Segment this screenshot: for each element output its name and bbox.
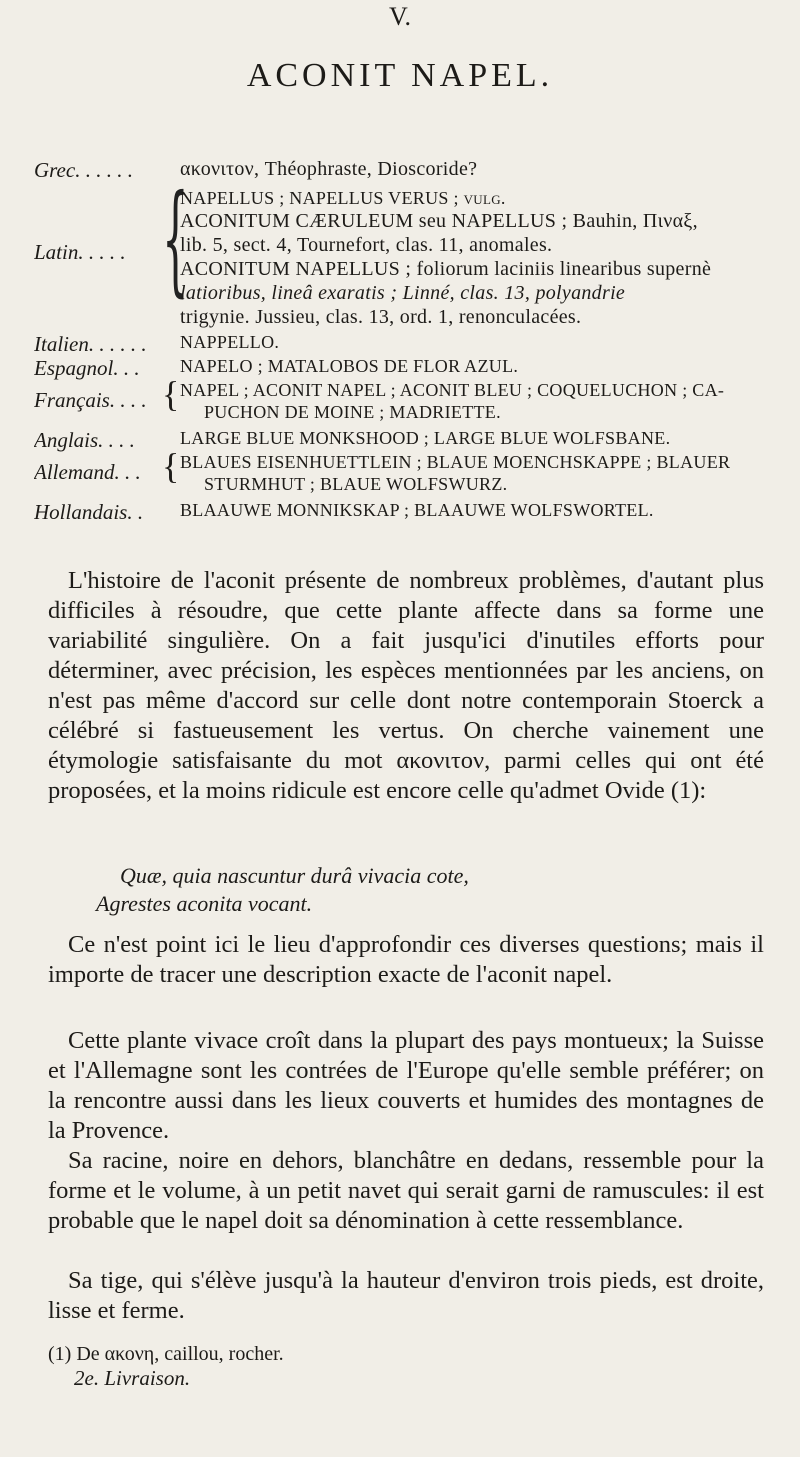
language-label: Italien. . . . . . [34, 332, 147, 356]
synonym-line: ACONITUM NAPELLUS ; foliorum laciniis linearibus supernè [180, 258, 712, 280]
synonym-line: BLAAUWE MONNIKSKAP ; BLAAUWE WOLFSWORTEL. [180, 500, 654, 520]
paragraph-description [48, 930, 764, 990]
language-label: Grec. . . . . . [34, 158, 133, 182]
paragraph-text: L'histoire de l'aconit présente de nombreux problèmes, d'autant plus difficiles à résoudre, que cette plante affecte dans sa forme une variabilité singulière. On a fait jusqu'ici d'inutiles efforts pour déterminer, avec précision, les espèces mentionnées par les anciens, on n'est pas même d'accord sur celle dont notre contemporain Stoerck a célébré si fastueusement les vertus. On cherche vainement une étymologie satisfaisante du mot ακονιτον, parmi celles qui ont été proposées, et la moins ridicule est encore celle qu'admet Ovide (1): [48, 567, 764, 804]
language-label: Hollandais. . [34, 500, 144, 524]
language-label: Anglais. . . . [34, 428, 135, 452]
signature-text: 2e. Livraison. [74, 1366, 191, 1390]
paragraph-text: Cette plante vivace croît dans la plupart des pays montueux; la Suisse et l'Allemagne sont les contrées de l'Europe qu'elle semble préférer; on la rencontre aussi dans les lieux couverts et humides des montagnes de la Provence. [48, 1027, 764, 1144]
paragraph-habitat [48, 1026, 764, 1146]
synonym-line: STURMHUT ; BLAUE WOLFSWURZ. [204, 474, 508, 494]
language-label: Latin. . . . . [34, 240, 126, 264]
synonym-line: latioribus, lineâ exaratis ; Linné, clas. 13, polyandrie [180, 282, 626, 304]
latin-brace: { [162, 170, 189, 309]
language-label: Allemand. . . [34, 460, 141, 484]
paragraph-stem [48, 1266, 764, 1326]
synonym-line: lib. 5, sect. 4, Tournefort, clas. 11, anomales. [180, 234, 553, 256]
brace: { [162, 446, 180, 486]
ovid-quote-line-1: Quæ, quia nascuntur durâ vivacia cote, [120, 863, 469, 888]
synonym-line: ακονιτον, Théophraste, Dioscoride? [180, 158, 478, 180]
synonym-line: NAPELLUS ; NAPELLUS VERUS ; vulg. [180, 188, 506, 208]
synonym-line: NAPELO ; MATALOBOS DE FLOR AZUL. [180, 356, 519, 376]
paragraph-text: Sa tige, qui s'élève jusqu'à la hauteur d'environ trois pieds, est droite, lisse et ferme. [48, 1267, 764, 1324]
brace: { [162, 374, 180, 414]
synonym-line: NAPPELLO. [180, 332, 280, 352]
page-folio: V. [389, 2, 411, 31]
footnote: (1) De ακονη, caillou, rocher. [48, 1343, 284, 1365]
language-label: Français. . . . [34, 388, 147, 412]
synonym-line: ACONITUM CÆRULEUM seu NAPELLUS ; Bauhin, Πιναξ, [180, 210, 698, 232]
synonym-line: PUCHON DE MOINE ; MADRIETTE. [204, 402, 501, 422]
synonym-line: BLAUES EISENHUETTLEIN ; BLAUE MOENCHSKAPPE ; BLAUER [180, 452, 731, 472]
paragraph-history [48, 566, 764, 806]
paragraph-root [48, 1146, 764, 1236]
signature-mark [74, 1366, 190, 1391]
page-title: ACONIT NAPEL. [246, 57, 554, 94]
synonym-line: NAPEL ; ACONIT NAPEL ; ACONIT BLEU ; COQUELUCHON ; CA- [180, 380, 725, 400]
synonym-line: trigynie. Jussieu, clas. 13, ord. 1, renonculacées. [180, 306, 582, 328]
synonym-line: LARGE BLUE MONKSHOOD ; LARGE BLUE WOLFSBANE. [180, 428, 671, 448]
ovid-quote-line-2: Agrestes aconita vocant. [96, 891, 313, 916]
paragraph-text: Ce n'est point ici le lieu d'approfondir ces diverses questions; mais il importe de tracer une description exacte de l'aconit napel. [48, 931, 764, 988]
paragraph-text: Sa racine, noire en dehors, blanchâtre en dedans, ressemble pour la forme et le volume, à un petit navet qui serait garni de ramuscules: il est probable que le napel doit sa dénomination à cette ressemblance. [48, 1147, 764, 1234]
language-label: Espagnol. . . [34, 356, 140, 380]
